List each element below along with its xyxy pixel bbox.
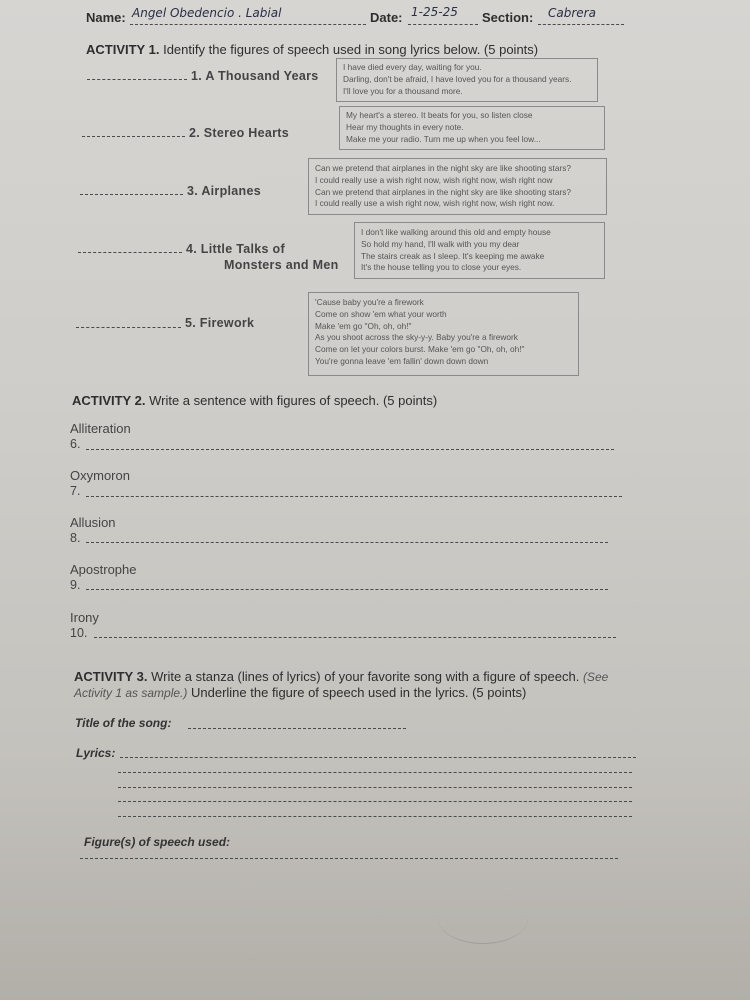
item-8-label: Allusion [70,515,116,530]
song-title-label: Title of the song: [75,716,172,730]
answer-line-7[interactable] [86,496,622,497]
answer-line-5[interactable] [76,327,181,328]
lyric-line: I don't like walking around this old and empty house [361,227,551,237]
answer-line-9[interactable] [86,589,608,590]
name-label: Name: [86,10,126,25]
activity-1-title: ACTIVITY 1. [86,42,160,57]
lyric-line: Come on let your colors burst. Make 'em go "Oh, oh, oh!" [315,344,525,355]
activity-1-instruction: Identify the figures of speech used in song lyrics below. (5 points) [163,42,539,57]
song-title-4-line2: Monsters and Men [224,258,339,272]
lyric-line: Make 'em go "Oh, oh, oh!" [315,320,412,331]
activity-3-instruction2: Underline the figure of speech used in the lyrics. (5 points) [191,685,527,700]
item-10-label: Irony [70,610,99,625]
activity-1-heading [86,42,538,57]
answer-line-6[interactable] [86,449,614,450]
item-8-number: 8. [70,531,81,545]
lyric-line: You're gonna leave 'em fallin' down down down [315,355,489,366]
activity-3-note-line1: (See [582,670,609,684]
lyrics-box-1 [336,58,598,102]
lyric-line: Make me your radio. Turn me up when you feel low... [346,133,541,144]
section-label: Section: [482,10,534,25]
lyric-line: So hold my hand, I'll walk with you my dear [361,238,520,249]
section-value[interactable]: Cabrera [548,6,596,20]
lyric-line: 'Cause baby you're a firework [315,297,424,307]
item-7-number: 7. [70,484,81,498]
lyric-line: I'll love you for a thousand more. [343,85,463,96]
date-value[interactable]: 1-25-25 [411,5,458,19]
lyric-line: Darling, don't be afraid, I have loved you for a thousand years. [343,73,572,84]
answer-line-2[interactable] [82,136,185,137]
lyric-line: My heart's a stereo. It beats for you, so listen close [346,110,533,120]
lyric-line: I could really use a wish right now, wish right now, wish right now. [315,198,555,209]
activity-2-heading [72,393,437,408]
date-label: Date: [370,10,403,25]
activity-3-title: ACTIVITY 3. [74,669,148,684]
lyrics-line-3[interactable] [118,787,632,788]
lyrics-box-2 [339,106,605,150]
lyric-line: Can we pretend that airplanes in the night sky are like shooting stars? [315,163,571,173]
answer-line-10[interactable] [94,637,616,638]
item-10-number: 10. [70,626,88,640]
answer-line-4[interactable] [78,252,182,253]
answer-line-1[interactable] [87,79,187,80]
lyric-line: The stairs creak as I sleep. It's keeping me awake [361,250,545,261]
song-title-2: 2. Stereo Hearts [189,126,289,140]
lyric-line: I could really use a wish right now, wish right now, wish right now [315,174,553,185]
activity-3-note-line2: Activity 1 as sample.) [74,686,188,700]
item-7-label: Oxymoron [70,468,130,483]
lyric-line: It's the house telling you to close your eyes. [361,262,522,273]
song-title-5: 5. Firework [185,316,255,330]
lyrics-line-4[interactable] [118,801,632,802]
answer-line-3[interactable] [80,194,183,195]
song-title-1: 1. A Thousand Years [191,69,319,83]
song-title-3: 3. Airplanes [187,184,261,198]
activity-3-heading-line2 [74,685,526,700]
item-6-number: 6. [70,437,81,451]
lyrics-box-5 [308,292,579,376]
lyric-line: Come on show 'em what your worth [315,308,447,319]
item-6-label: Alliteration [70,421,131,436]
song-title-4: 4. Little Talks of [186,242,285,256]
song-title-field[interactable] [188,728,406,729]
lyric-line: Can we pretend that airplanes in the night sky are like shooting stars? [315,186,571,197]
figures-label: Figure(s) of speech used: [84,835,231,849]
activity-2-title: ACTIVITY 2. [72,393,146,408]
item-9-number: 9. [70,578,81,592]
lyrics-box-4 [354,222,605,279]
activity-3-heading [74,669,608,684]
lyrics-box-3 [308,158,607,215]
paper-mark [438,893,528,944]
name-field-line[interactable] [130,24,366,25]
item-9-label: Apostrophe [70,562,137,577]
answer-line-8[interactable] [86,542,608,543]
activity-3-instruction: Write a stanza (lines of lyrics) of your favorite song with a figure of speech. [151,669,580,684]
lyrics-label: Lyrics: [76,746,116,760]
lyric-line: Hear my thoughts in every note. [346,121,464,132]
lyrics-line-1[interactable] [120,757,636,758]
lyrics-line-2[interactable] [118,772,632,773]
activity-2-instruction: Write a sentence with figures of speech. (5 points) [149,393,438,408]
lyrics-line-5[interactable] [118,816,632,817]
date-field-line[interactable] [408,24,478,25]
name-value[interactable]: Angel Obedencio . Labial [132,6,282,20]
lyric-line: I have died every day, waiting for you. [343,62,482,72]
figures-field[interactable] [80,858,618,859]
lyric-line: As you shoot across the sky-y-y. Baby you're a firework [315,332,518,343]
section-field-line[interactable] [538,24,624,25]
